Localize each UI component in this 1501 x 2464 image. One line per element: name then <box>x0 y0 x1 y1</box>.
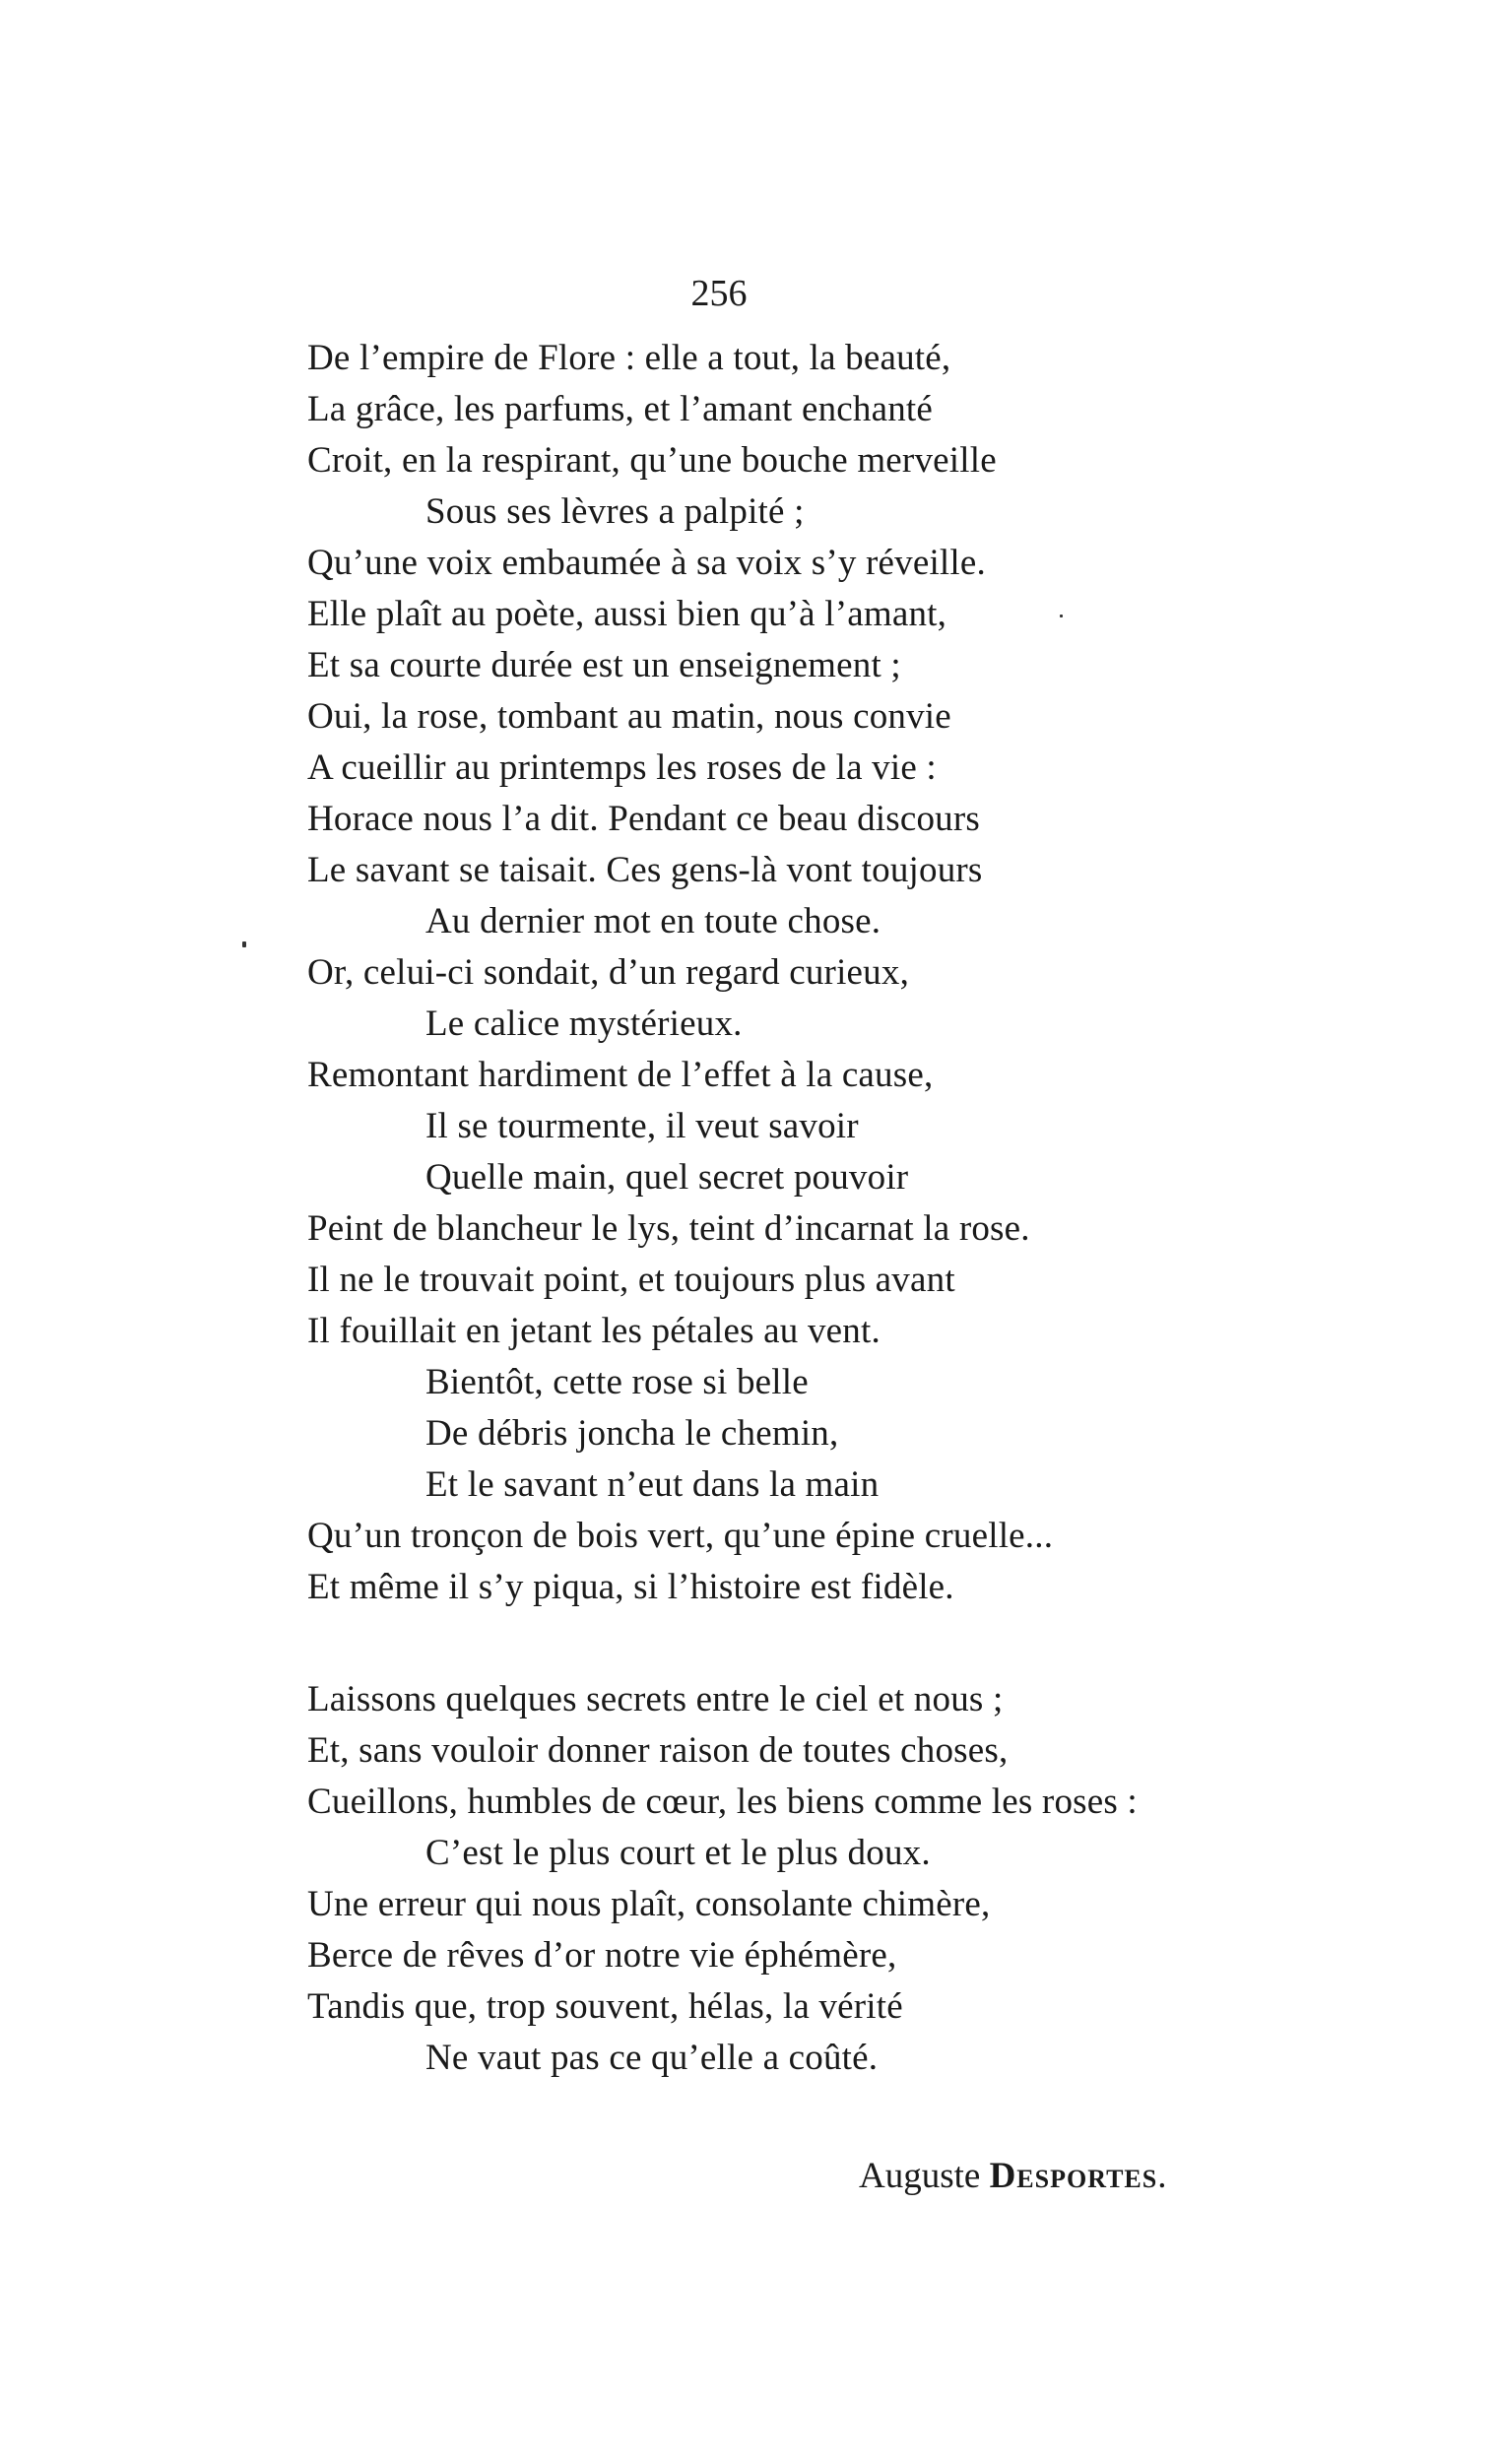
verse-line: Et sa courte durée est un enseignement ; <box>307 645 901 685</box>
verse-line: A cueillir au printemps les roses de la vie : <box>307 747 937 788</box>
verse-line: Quelle main, quel secret pouvoir <box>425 1157 909 1198</box>
verse-line: Laissons quelques secrets entre le ciel et nous ; <box>307 1679 1004 1719</box>
verse-line: Une erreur qui nous plaît, consolante chimère, <box>307 1884 991 1924</box>
verse-line: Sous ses lèvres a palpité ; <box>425 491 805 532</box>
verse-line: Le savant se taisait. Ces gens-là vont toujours <box>307 850 983 890</box>
verse-line: Ne vaut pas ce qu’elle a coûté. <box>425 2038 879 2078</box>
author-first-name: Auguste <box>859 2156 981 2196</box>
verse-line: C’est le plus court et le plus doux. <box>425 1833 931 1873</box>
ink-speck <box>1060 615 1063 617</box>
verse-line: Peint de blancheur le lys, teint d’incarnat la rose. <box>307 1208 1030 1249</box>
verse-line: Et le savant n’eut dans la main <box>425 1464 880 1505</box>
verse-line: De l’empire de Flore : elle a tout, la beauté, <box>307 338 951 378</box>
verse-line: Il fouillait en jetant les pétales au vent. <box>307 1311 881 1351</box>
author-surname: Desportes <box>989 2156 1158 2196</box>
verse-line: Bientôt, cette rose si belle <box>425 1362 809 1402</box>
verse-line: Or, celui-ci sondait, d’un regard curieux, <box>307 952 910 993</box>
signature-period: . <box>1157 2156 1167 2196</box>
verse-line: Il ne le trouvait point, et toujours plus avant <box>307 1260 955 1300</box>
author-signature <box>859 2151 1166 2202</box>
verse-line: Qu’un tronçon de bois vert, qu’une épine cruelle... <box>307 1516 1054 1556</box>
verse-line: Et même il s’y piqua, si l’histoire est fidèle. <box>307 1567 954 1607</box>
verse-line: Au dernier mot en toute chose. <box>425 901 881 941</box>
verse-line: Et, sans vouloir donner raison de toutes choses, <box>307 1730 1009 1771</box>
ink-speck <box>242 941 246 947</box>
verse-line: Cueillons, humbles de cœur, les biens comme les roses : <box>307 1782 1138 1822</box>
verse-line: Tandis que, trop souvent, hélas, la vérité <box>307 1986 903 2027</box>
verse-line: Le calice mystérieux. <box>425 1004 743 1044</box>
verse-line: Elle plaît au poète, aussi bien qu’à l’amant, <box>307 594 947 634</box>
verse-line: Il se tourmente, il veut savoir <box>425 1106 859 1146</box>
verse-line: Qu’une voix embaumée à sa voix s’y réveille. <box>307 543 986 583</box>
poem-stanza-1 <box>307 333 1213 1613</box>
page-number: 256 <box>690 273 748 314</box>
verse-line: Remontant hardiment de l’effet à la cause, <box>307 1055 934 1095</box>
verse-line: De débris joncha le chemin, <box>425 1413 839 1454</box>
verse-line: Croit, en la respirant, qu’une bouche merveille <box>307 440 997 481</box>
verse-line: La grâce, les parfums, et l’amant enchanté <box>307 389 934 429</box>
poem-stanza-2 <box>307 1674 1213 2084</box>
verse-line: Berce de rêves d’or notre vie éphémère, <box>307 1935 897 1976</box>
verse-line: Oui, la rose, tombant au matin, nous convie <box>307 696 951 737</box>
verse-line: Horace nous l’a dit. Pendant ce beau discours <box>307 799 981 839</box>
